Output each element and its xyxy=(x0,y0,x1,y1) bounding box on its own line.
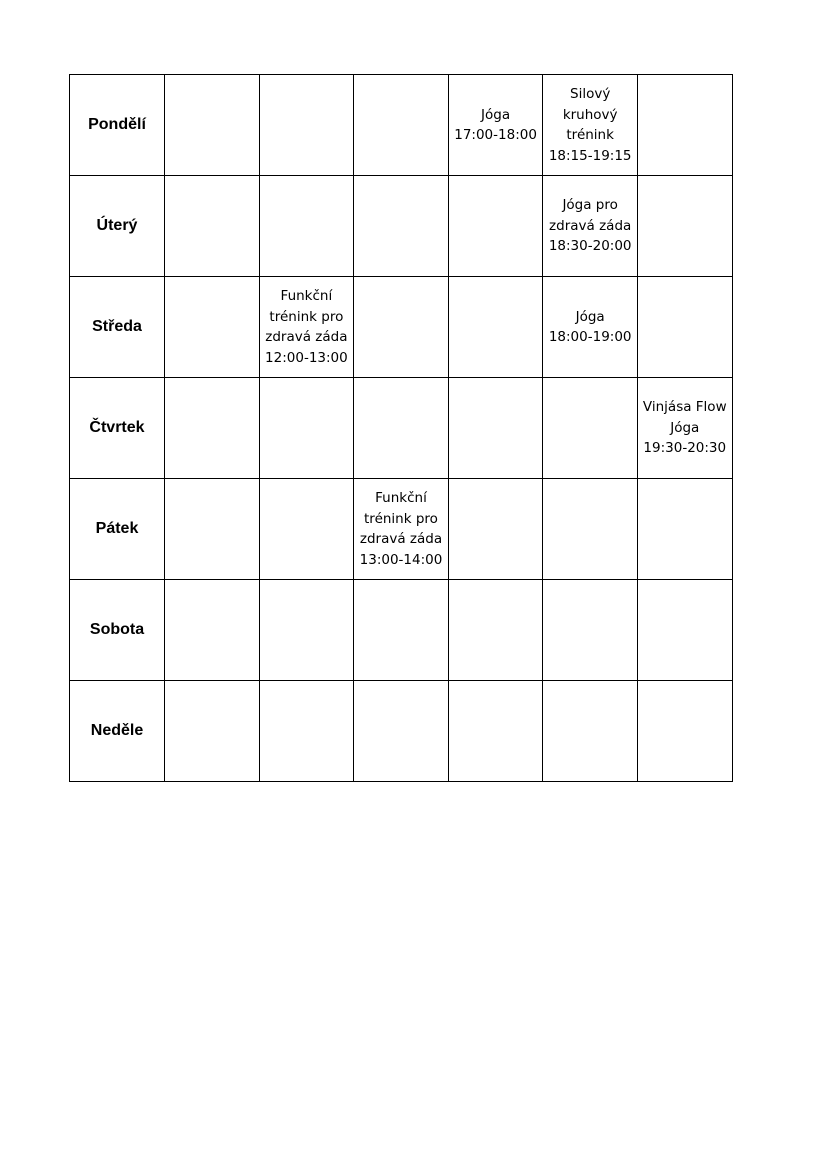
event-text: Funkční trénink pro zdravá záda 13:00-14:00 xyxy=(359,490,443,568)
schedule-event-cell xyxy=(637,378,732,479)
schedule-empty-cell xyxy=(259,75,354,176)
table-row xyxy=(70,277,733,378)
schedule-empty-cell xyxy=(354,176,449,277)
table-row xyxy=(70,479,733,580)
schedule-event-cell xyxy=(448,75,543,176)
day-label: Neděle xyxy=(70,681,165,782)
schedule-event-cell xyxy=(543,277,638,378)
schedule-event-cell xyxy=(543,176,638,277)
schedule-empty-cell xyxy=(354,75,449,176)
table-row xyxy=(70,176,733,277)
schedule-empty-cell xyxy=(637,580,732,681)
schedule-empty-cell xyxy=(637,75,732,176)
day-label: Sobota xyxy=(70,580,165,681)
schedule-empty-cell xyxy=(543,479,638,580)
schedule-empty-cell xyxy=(165,277,260,378)
schedule-empty-cell xyxy=(448,277,543,378)
schedule-event-cell xyxy=(543,75,638,176)
schedule-empty-cell xyxy=(259,378,354,479)
event-text: Jóga pro zdravá záda 18:30-20:00 xyxy=(548,197,632,255)
schedule-empty-cell xyxy=(448,479,543,580)
schedule-empty-cell xyxy=(637,277,732,378)
event-text: Jóga 18:00-19:00 xyxy=(548,308,632,345)
schedule-empty-cell xyxy=(637,176,732,277)
table-row xyxy=(70,681,733,782)
schedule-empty-cell xyxy=(637,681,732,782)
schedule-empty-cell xyxy=(543,681,638,782)
schedule-empty-cell xyxy=(637,479,732,580)
schedule-empty-cell xyxy=(448,378,543,479)
schedule-empty-cell xyxy=(448,580,543,681)
schedule-empty-cell xyxy=(165,75,260,176)
event-text: Jóga 17:00-18:00 xyxy=(454,106,537,143)
schedule-body xyxy=(70,75,733,782)
weekly-schedule-table xyxy=(69,74,733,782)
schedule-empty-cell xyxy=(259,176,354,277)
schedule-event-cell xyxy=(259,277,354,378)
schedule-event-cell xyxy=(354,479,449,580)
schedule-empty-cell xyxy=(354,681,449,782)
schedule-empty-cell xyxy=(165,176,260,277)
day-label: Čtvrtek xyxy=(70,378,165,479)
day-label: Středa xyxy=(70,277,165,378)
event-text: Silový kruhový trénink 18:15-19:15 xyxy=(548,86,632,164)
schedule-empty-cell xyxy=(259,681,354,782)
schedule-empty-cell xyxy=(448,681,543,782)
schedule-empty-cell xyxy=(543,378,638,479)
day-label: Pátek xyxy=(70,479,165,580)
schedule-empty-cell xyxy=(165,681,260,782)
day-label: Úterý xyxy=(70,176,165,277)
schedule-empty-cell xyxy=(354,378,449,479)
event-text: Funkční trénink pro zdravá záda 12:00-13:00 xyxy=(265,288,348,366)
schedule-empty-cell xyxy=(259,580,354,681)
schedule-empty-cell xyxy=(165,580,260,681)
event-text: Vinjása Flow Jóga 19:30-20:30 xyxy=(642,399,727,457)
schedule-empty-cell xyxy=(259,479,354,580)
table-row xyxy=(70,580,733,681)
schedule-empty-cell xyxy=(165,378,260,479)
table-row xyxy=(70,378,733,479)
schedule-empty-cell xyxy=(354,277,449,378)
schedule-empty-cell xyxy=(165,479,260,580)
schedule-empty-cell xyxy=(354,580,449,681)
schedule-empty-cell xyxy=(543,580,638,681)
table-row xyxy=(70,75,733,176)
day-label: Pondělí xyxy=(70,75,165,176)
schedule-empty-cell xyxy=(448,176,543,277)
